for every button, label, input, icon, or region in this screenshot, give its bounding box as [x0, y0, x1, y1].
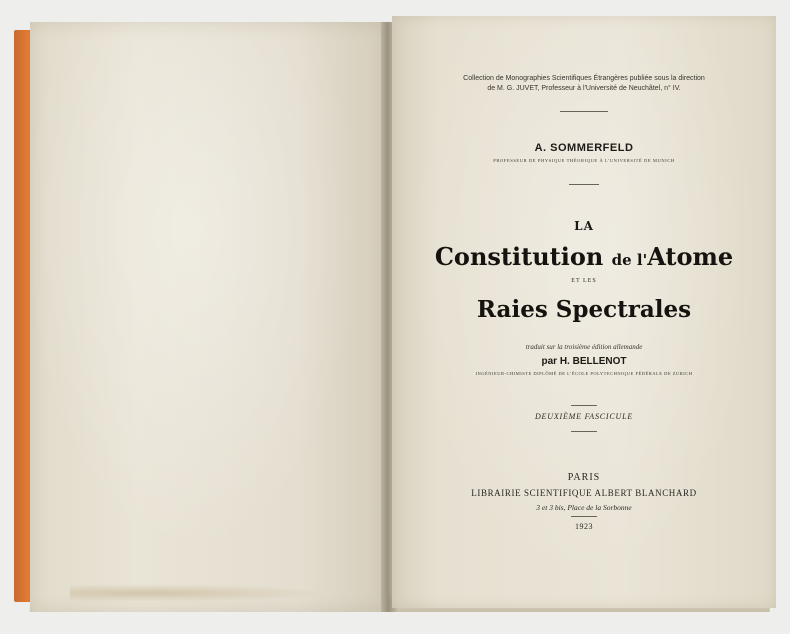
divider-rule [571, 405, 597, 406]
blank-left-page [30, 22, 388, 612]
publisher-name: LIBRAIRIE SCIENTIFIQUE ALBERT BLANCHARD [471, 488, 697, 498]
divider-rule [571, 516, 597, 517]
title-article: LA [574, 219, 594, 233]
series-line-1: Collection de Monographies Scientifiques Étrangères publiée sous la direction [463, 75, 705, 82]
title-page [392, 16, 776, 608]
publisher-address: 3 et 3 bis, Place de la Sorbonne [536, 503, 632, 512]
fascicule-label: DEUXIÈME FASCICULE [534, 412, 634, 421]
translator-name: H. BELLENOT [559, 356, 627, 367]
page-foxing-stain [70, 584, 330, 602]
publication-city: PARIS [567, 472, 601, 483]
title-conjunction: ET LES [571, 278, 597, 284]
main-title [392, 242, 776, 271]
translator-line [392, 356, 776, 367]
author-name: A. SOMMERFELD [534, 142, 634, 154]
main-title-atome: Atome [647, 242, 734, 271]
translator-par: par [541, 356, 558, 367]
secondary-title: Raies Spectrales [476, 296, 692, 323]
translation-note: traduit sur la troisième édition allemande [525, 343, 643, 351]
main-title-word: Constitution [434, 242, 604, 271]
series-statement [392, 74, 776, 94]
series-line-2: de M. G. JUVET, Professeur à l'Université de Neuchâtel, n° IV. [487, 85, 681, 92]
publication-year: 1923 [575, 522, 593, 531]
main-title-de: de l' [611, 251, 648, 269]
author-affiliation: PROFESSEUR DE PHYSIQUE THÉORIQUE À L'UNIVERSITÉ DE MUNICH [493, 158, 675, 163]
translator-affiliation: INGÉNIEUR-CHIMISTE DIPLÔMÉ DE L'ÉCOLE POLYTECHNIQUE FÉDÉRALE DE ZURICH [475, 371, 693, 376]
divider-rule [569, 184, 599, 185]
divider-rule [571, 431, 597, 432]
divider-rule [560, 111, 608, 112]
